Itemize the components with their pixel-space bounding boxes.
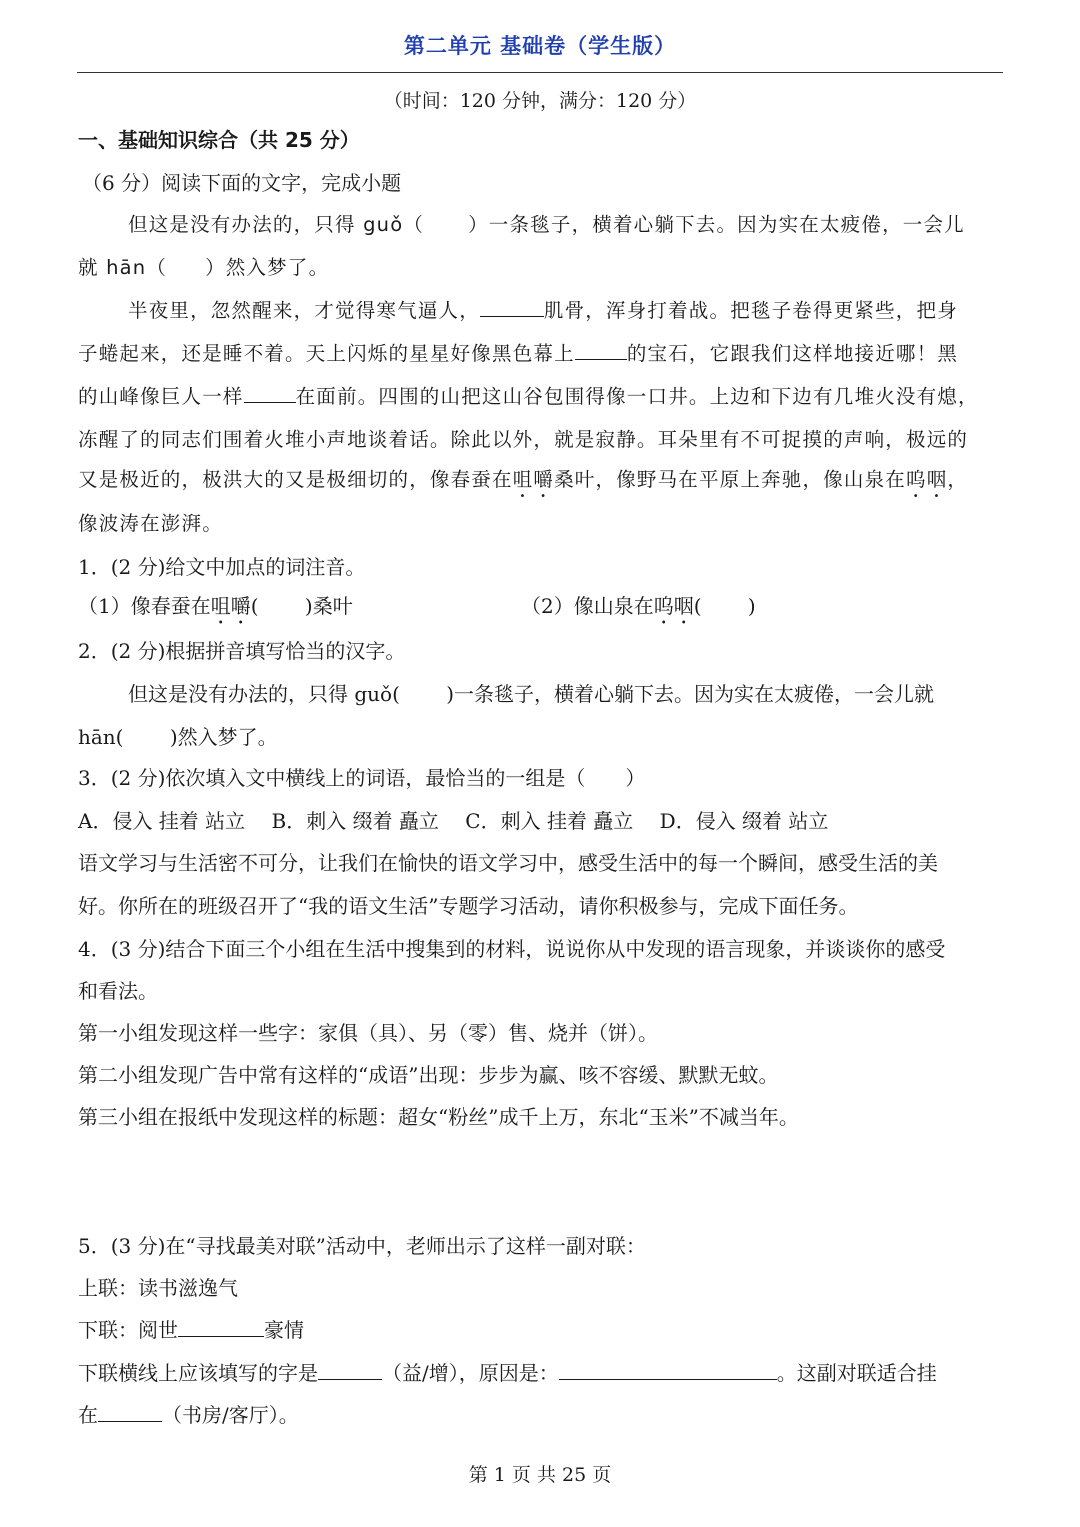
question-5-stem: 5．(3 分)在“寻找最美对联”活动中，老师出示了这样一副对联： (78, 1234, 646, 1258)
passage-text: 在面前。四围的山把这山谷包围得像一口井。上边和下边有几堆火没有熄， (295, 385, 979, 408)
question-text: 下联横线上应该填写的字是 (78, 1361, 318, 1385)
fill-blank[interactable] (318, 1361, 382, 1380)
answer-slot[interactable]: ( )桑叶 (250, 594, 353, 618)
question-4-stem: 4．(3 分)结合下面三个小组在生活中搜集到的材料，说说你从中发现的语言现象，并谈谈你的感受 (78, 937, 946, 961)
question-4-material: 第一小组发现这样一些字：家俱（具）、另（零）售、烧并（饼）。 (78, 1021, 658, 1045)
passage-line: 像波涛在澎湃。 (78, 512, 223, 535)
dotted-word: 咀嚼 (512, 468, 555, 491)
question-1-stem: 1．(2 分)给文中加点的词注音。 (78, 555, 366, 579)
passage-text: ）然入梦了。 (205, 256, 330, 279)
fill-blank[interactable] (575, 341, 627, 360)
passage-line (128, 211, 965, 239)
question-2-stem: 2．(2 分)根据拼音填写恰当的汉字。 (78, 639, 406, 663)
header-divider (77, 72, 1003, 73)
passage-text: 又是极近的，极洪大的又是极细切的，像春蚕在 (78, 468, 513, 491)
passage-text: 的山峰像巨人一样 (78, 385, 244, 408)
page-number: 第 1 页 共 25 页 (468, 1464, 612, 1486)
question-4-material: 第二小组发现广告中常有这样的“成语”出现：步步为赢、咳不容缓、默默无蚊。 (78, 1063, 779, 1087)
dotted-word: 咀嚼 (210, 594, 251, 618)
passage-line (78, 383, 979, 411)
fill-blank[interactable] (480, 298, 544, 317)
passage-line (128, 297, 958, 325)
question-text: 。这副对联适合挂 (776, 1361, 937, 1385)
passage-text: 的宝石，它跟我们这样地接近哪！黑 (626, 342, 959, 365)
question-4-stem: 和看法。 (78, 979, 158, 1003)
activity-intro: 语文学习与生活密不可分，让我们在愉快的语文学习中，感受生活中的每一个瞬间，感受生活的美 (78, 851, 938, 875)
exam-time-info: （时间：120 分钟，满分：120 分） (383, 90, 697, 112)
answer-slot[interactable]: ( ) (693, 594, 756, 618)
passage-text: 子蜷起来，还是睡不着。天上闪烁的星星好像黑色幕上 (78, 342, 575, 365)
passage-line: 冻醒了的同志们围着火堆小声地谈着话。除此以外，就是寂静。耳朵里有不可捉摸的声响，极远的 (78, 428, 969, 451)
question-5-line (78, 1359, 937, 1387)
passage-line (78, 254, 329, 282)
couplet-upper: 上联：读书滋逸气 (78, 1276, 238, 1300)
dotted-word: 呜咽 (906, 468, 948, 491)
fill-blank[interactable] (244, 384, 296, 403)
passage-text: 肌骨，浑身打着战。把毯子卷得更紧些，把身 (543, 299, 958, 322)
passage-text: ）一条毯子，横着心躺下去。因为实在太疲倦，一会儿 (468, 213, 965, 236)
dotted-word: 呜咽 (653, 594, 694, 618)
item-text: （1）像春蚕在 (78, 594, 211, 618)
page-title: 第二单元 基础卷（学生版） (403, 34, 677, 58)
passage-text: 但这是没有办法的，只得 guǒ（ (128, 213, 425, 236)
question-text: （益/增），原因是： (382, 1361, 559, 1385)
passage-text: 就 hān（ (78, 256, 168, 279)
passage-text: 桑叶，像野马在平原上奔驰，像山泉在 (554, 468, 907, 491)
passage-line (78, 466, 968, 502)
couplet-text: 豪情 (264, 1318, 304, 1342)
question-text: （书房/客厅）。 (162, 1403, 299, 1427)
couplet-text: 下联：阅世 (78, 1318, 178, 1342)
section-title: 一、基础知识综合（共 25 分） (78, 128, 360, 152)
activity-intro: 好。你所在的班级召开了“我的语文生活”专题学习活动，请你积极参与，完成下面任务。 (78, 894, 859, 918)
fill-blank[interactable] (98, 1403, 162, 1422)
item-text: （2）像山泉在 (521, 594, 654, 618)
passage-text: 半夜里，忽然醒来，才觉得寒气逼人， (128, 299, 480, 322)
question-3-options[interactable]: A．侵入 挂着 站立 B．刺入 缀着 矗立 C．刺入 挂着 矗立 D．侵入 缀着 站立 (78, 809, 829, 833)
question-5-line (78, 1401, 299, 1429)
question-1-item-2 (521, 592, 756, 629)
passage-line (78, 340, 958, 368)
question-2-line: 但这是没有办法的，只得 guǒ( )一条毯子，横着心躺下去。因为实在太疲倦，一会儿就 (128, 682, 935, 706)
section-intro: （6 分）阅读下面的文字，完成小题 (82, 171, 402, 195)
fill-blank[interactable] (559, 1361, 777, 1380)
question-3-stem: 3．(2 分)依次填入文中横线上的词语，最恰当的一组是（ ） (78, 766, 646, 790)
question-4-material: 第三小组在报纸中发现这样的标题：超女“粉丝”成千上万，东北“玉米”不减当年。 (78, 1105, 799, 1129)
fill-blank[interactable] (178, 1318, 264, 1337)
question-text: 在 (78, 1403, 98, 1427)
couplet-lower (78, 1316, 304, 1344)
passage-text: ， (947, 468, 969, 491)
question-2-line: hān( )然入梦了。 (78, 725, 278, 749)
question-1-item-1 (78, 592, 353, 629)
